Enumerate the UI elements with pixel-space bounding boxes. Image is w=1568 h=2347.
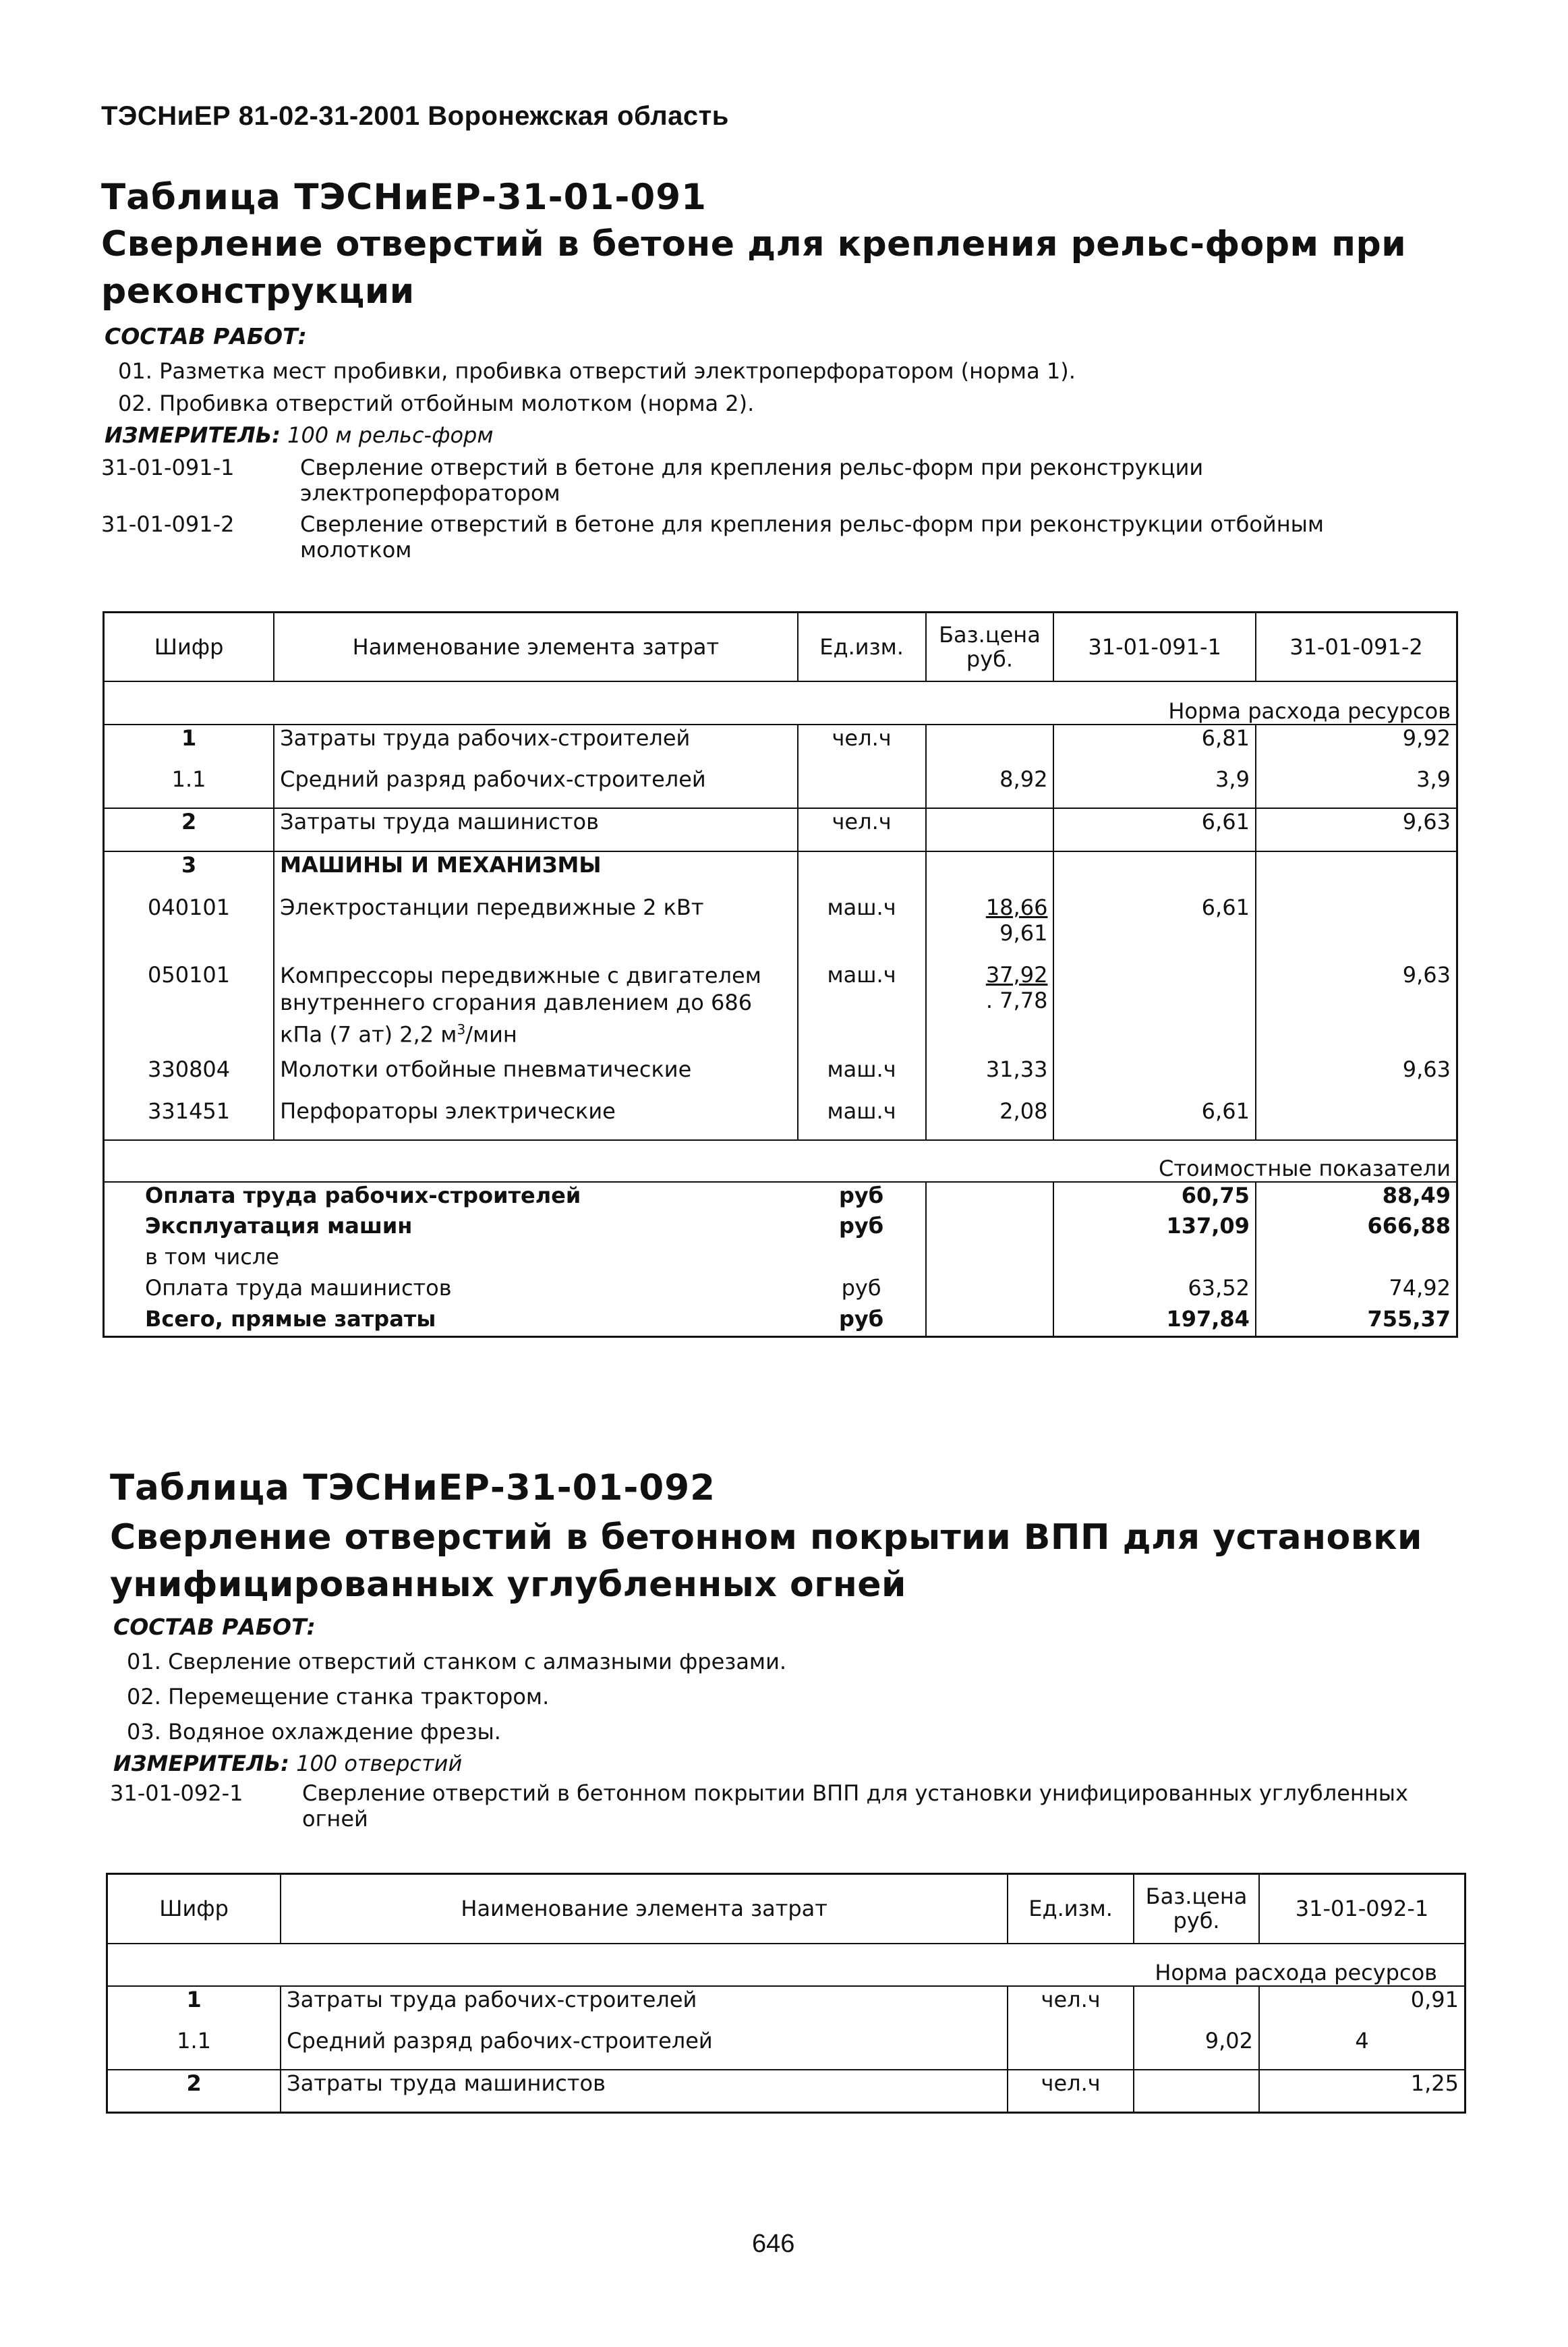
table1-code-description [101, 511, 1470, 563]
norma-band [104, 681, 1457, 725]
norma-label: Норма расхода ресурсов [107, 1944, 1465, 1986]
table1-norms-table [103, 611, 1458, 1338]
table2-subtitle-line1: Сверление отверстий в бетонном покрытии ВПП для установки [110, 1517, 1422, 1558]
table-row: 050101 Компрессоры передвижные с двигателем внутреннего сгорания давлением до 686 кПа (7 ат) 2,2 $м^3$/мин маш.ч 37,92 . 7,78 9,63 [104, 962, 1457, 1056]
table2-work-item: 02. Перемещение станка трактором. [127, 1684, 550, 1709]
stoim-band [104, 1140, 1457, 1182]
totals-row: в том числе [104, 1244, 1457, 1275]
table-row: 1.1 Средний разряд рабочих-строителей 9,02 4 [107, 2028, 1465, 2070]
table-row: 1.1 Средний разряд рабочих-строителей 8,92 3,9 3,9 [104, 766, 1457, 808]
izmeritel-label: ИЗМЕРИТЕЛЬ: [113, 1751, 289, 1776]
table-row: 330804 Молотки отбойные пневматические маш.ч 31,33 9,63 [104, 1056, 1457, 1098]
code: 31-01-092-1 [110, 1780, 243, 1806]
code-desc-line1: Сверление отверстий в бетоне для крепления рельс-форм при реконструкции [300, 455, 1204, 480]
table1-section [101, 177, 1470, 563]
header-name: Наименование элемента затрат [274, 613, 798, 681]
table1-title: Таблица ТЭСНиЕР-31-01-091 [101, 177, 707, 218]
table2-work-item: 03. Водяное охлаждение фрезы. [127, 1719, 501, 1745]
table2-title: Таблица ТЭСНиЕР-31-01-092 [110, 1467, 716, 1508]
code-desc-line2: молотком [300, 537, 412, 563]
header-shifr: Шифр [107, 1874, 281, 1944]
code-desc-line1: Сверление отверстий в бетонном покрытии ВПП для установки унифицированных углубленных [302, 1780, 1408, 1806]
table2-norms-table [106, 1873, 1466, 2114]
table1-subtitle-line1: Сверление отверстий в бетоне для крепления рельс-форм при [101, 224, 1407, 264]
totals-row: Оплата труда машинистов руб 63,52 74,92 [104, 1275, 1457, 1306]
table-row: 2 Затраты труда машинистов чел.ч 6,61 9,63 [104, 808, 1457, 851]
table1-code-description [101, 455, 1470, 506]
header-price: Баз.цена руб. [1134, 1874, 1259, 1944]
header-shifr: Шифр [104, 613, 274, 681]
table2-section [110, 1467, 1479, 1832]
table-row: 2 Затраты труда машинистов чел.ч 1,25 [107, 2070, 1465, 2113]
table2-work-item: 01. Сверление отверстий станком с алмазными фрезами. [127, 1649, 787, 1674]
table2-sostav-label: СОСТАВ РАБОТ: [113, 1614, 316, 1640]
norma-band [107, 1944, 1465, 1986]
header-col-2: 31-01-091-2 [1256, 613, 1457, 681]
table2-code-description [110, 1780, 1479, 1832]
table2-izmeritel [113, 1751, 1479, 1776]
code-desc-line1: Сверление отверстий в бетоне для крепления рельс-форм при реконструкции отбойным [300, 511, 1325, 537]
izmeritel-label: ИЗМЕРИТЕЛЬ: [105, 422, 281, 448]
header-unit: Ед.изм. [798, 613, 926, 681]
code: 31-01-091-2 [101, 511, 235, 537]
header-unit: Ед.изм. [1008, 1874, 1134, 1944]
stoim-label: Стоимостные показатели [104, 1140, 1457, 1182]
table-row: 331451 Перфораторы электрические маш.ч 2,08 6,61 [104, 1098, 1457, 1140]
table1-work-item: 02. Пробивка отверстий отбойным молотком (норма 2). [118, 391, 755, 416]
code-desc-line2: огней [302, 1806, 368, 1832]
section-row-machines: 3 МАШИНЫ И МЕХАНИЗМЫ [104, 851, 1457, 895]
header-name: Наименование элемента затрат [281, 1874, 1008, 1944]
table1-work-item: 01. Разметка мест пробивки, пробивка отверстий электроперфоратором (норма 1). [118, 358, 1076, 384]
totals-row: Оплата труда рабочих-строителей руб 60,75 88,49 [104, 1182, 1457, 1213]
totals-row-total: Всего, прямые затраты руб 197,84 755,37 [104, 1306, 1457, 1337]
code: 31-01-091-1 [101, 455, 235, 480]
izmeritel-value: 100 отверстий [289, 1751, 463, 1776]
page-number: 646 [752, 2230, 795, 2258]
table1-izmeritel [105, 422, 1470, 448]
table2-subtitle-line2: унифицированных углубленных огней [110, 1564, 906, 1605]
table-row: 1 Затраты труда рабочих-строителей чел.ч 0,91 [107, 1986, 1465, 2028]
header-col-1: 31-01-091-1 [1053, 613, 1256, 681]
table1-subtitle-line2: реконструкции [101, 271, 415, 312]
table-header-row [107, 1874, 1465, 1944]
running-header: ТЭСНиЕР 81-02-31-2001 Воронежская область [101, 101, 729, 131]
header-col-1: 31-01-092-1 [1259, 1874, 1465, 1944]
table-header-row [104, 613, 1457, 681]
table1-sostav-label: СОСТАВ РАБОТ: [105, 323, 307, 349]
table-row: 040101 Электростанции передвижные 2 кВт маш.ч 18,66 9,61 6,61 [104, 895, 1457, 962]
header-price: Баз.цена руб. [926, 613, 1054, 681]
izmeritel-value: 100 м рельс-форм [280, 422, 494, 448]
norma-label: Норма расхода ресурсов [104, 681, 1457, 725]
code-desc-line2: электроперфоратором [300, 480, 560, 506]
table-row: 1 Затраты труда рабочих-строителей чел.ч 6,81 9,92 [104, 725, 1457, 766]
totals-row: Эксплуатация машин руб 137,09 666,88 [104, 1213, 1457, 1244]
